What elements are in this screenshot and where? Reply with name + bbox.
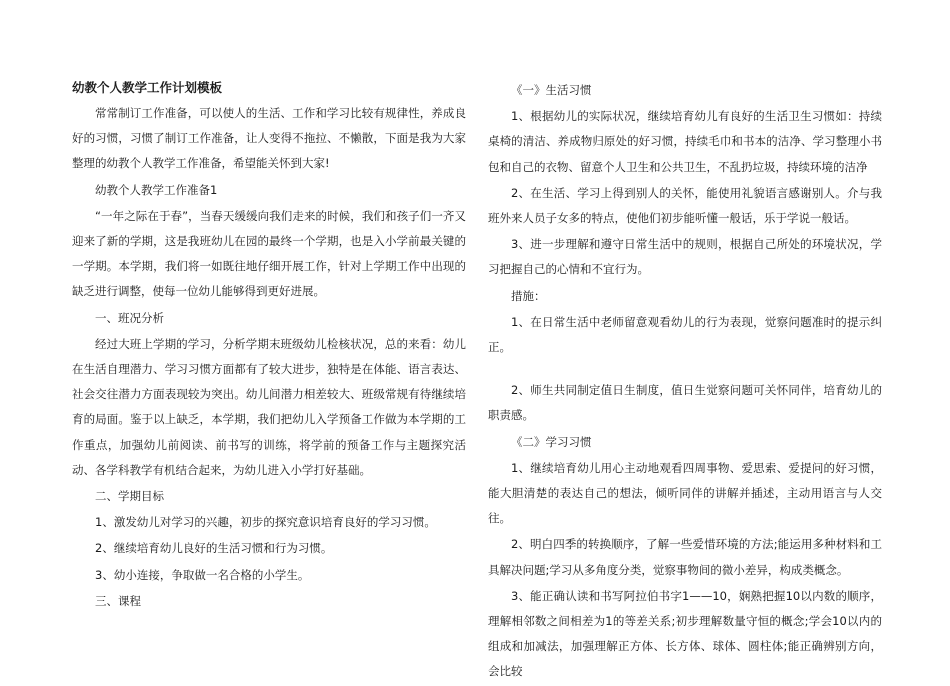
life-habit-item-1: 1、根据幼儿的实际状况，继续培育幼儿有良好的生活卫生习惯如：持续桌椅的清洁、养成物归原处的好习惯，持续毛巾和书本的洁净、学习整理小书包和自己的衣物、留意个人卫生和公共卫生，不乱扔垃圾，持续环境的洁净 xyxy=(488,109,882,174)
measure-item-1: 1、在日常生活中老师留意观看幼儿的行为表现，觉察问题准时的提示纠正。 xyxy=(488,314,882,355)
measures-heading: 措施： xyxy=(511,288,546,303)
life-habit-item-2: 2、在生活、学习上得到别人的关怀，能使用礼貌语言感谢别人。介与我班外来人员子女多的特点，使他们初步能听懂一般话，乐于学说一般话。 xyxy=(488,185,882,226)
right-column xyxy=(488,78,882,686)
goal-item-2: 2、继续培育幼儿良好的生活习惯和行为习惯。 xyxy=(95,541,333,556)
study-habit-item-2: 2、明白四季的转换顺序，了解一些爱惜环境的方法;能运用多种材料和工具解决问题;学习从多角度分类，觉察事物间的微小差异，构成类概念。 xyxy=(488,537,882,577)
left-column xyxy=(72,78,466,615)
plan-heading-1: 幼教个人教学工作准备1 xyxy=(95,182,218,197)
section-heading-curriculum: 三、课程 xyxy=(95,593,141,608)
section-heading-class-analysis: 一、班况分析 xyxy=(95,310,164,325)
measure-item-2: 2、师生共同制定值日生制度，值日生觉察问题可关怀同伴，培育幼儿的职责感。 xyxy=(488,383,882,423)
document-title: 幼教个人教学工作计划模板 xyxy=(72,80,223,95)
goal-item-3: 3、幼小连接，争取做一名合格的小学生。 xyxy=(95,567,310,582)
subheading-life-habits: 《一》生活习惯 xyxy=(511,83,592,97)
study-habit-item-3: 3、能正确认读和书写阿拉伯书字1——10，娴熟把握10以内数的顺序，理解相邻数之间相差为1的等差关系;初步理解数量守恒的概念;学会10以内的组成和加减法，加强理解正方体、长方体、球体、圆柱体;能正确辨别方向，会比较 xyxy=(488,588,882,679)
section-heading-goals: 二、学期目标 xyxy=(95,489,164,504)
study-habit-item-1: 1、继续培育幼儿用心主动地观看四周事物、爱思索、爱提问的好习惯，能大胆清楚的表达自己的想法，倾听同伴的讲解并插述，主动用语言与人交往。 xyxy=(488,460,882,526)
life-habit-item-3: 3、进一步理解和遵守日常生活中的规则，根据自己所处的环境状况，学习把握自己的心情和不宜行为。 xyxy=(488,237,882,277)
class-analysis-paragraph: 经过大班上学期的学习，分析学期末班级幼儿检核状况，总的来看：幼儿在生活自理潜力、学习习惯方面都有了较大进步，独特是在体能、语言表达、社会交往潜力方面表现较为突出。幼儿间潜力相差较大、班级常规有待继续培育的局面。鉴于以上缺乏，本学期，我们把幼儿入学预备工作做为本学期的工作重点，加强幼儿前阅读、前书写的训练，将学前的预备工作与主题探究活动、各学科教学有机结合起来，为幼儿进入小学打好基础。 xyxy=(72,336,466,477)
opening-paragraph: “一年之际在于春”，当春天缓缓向我们走来的时候，我们和孩子们一齐又迎来了新的学期，这是我班幼儿在园的最终一个学期，也是入小学前最关键的一学期。本学期，我们将一如既往地仔细开展工作，针对上学期工作中出现的缺乏进行调整，使每一位幼儿能够得到更好进展。 xyxy=(72,208,466,299)
subheading-study-habits: 《二》学习习惯 xyxy=(511,434,592,449)
intro-paragraph: 常常制订工作准备，可以使人的生活、工作和学习比较有规律性，养成良好的习惯，习惯了制订工作准备，让人变得不拖拉、不懒散，下面是我为大家整理的幼教个人教学工作准备，希望能关怀到大家! xyxy=(72,106,466,171)
goal-item-1: 1、激发幼儿对学习的兴趣，初步的探究意识培育良好的学习习惯。 xyxy=(95,515,436,530)
